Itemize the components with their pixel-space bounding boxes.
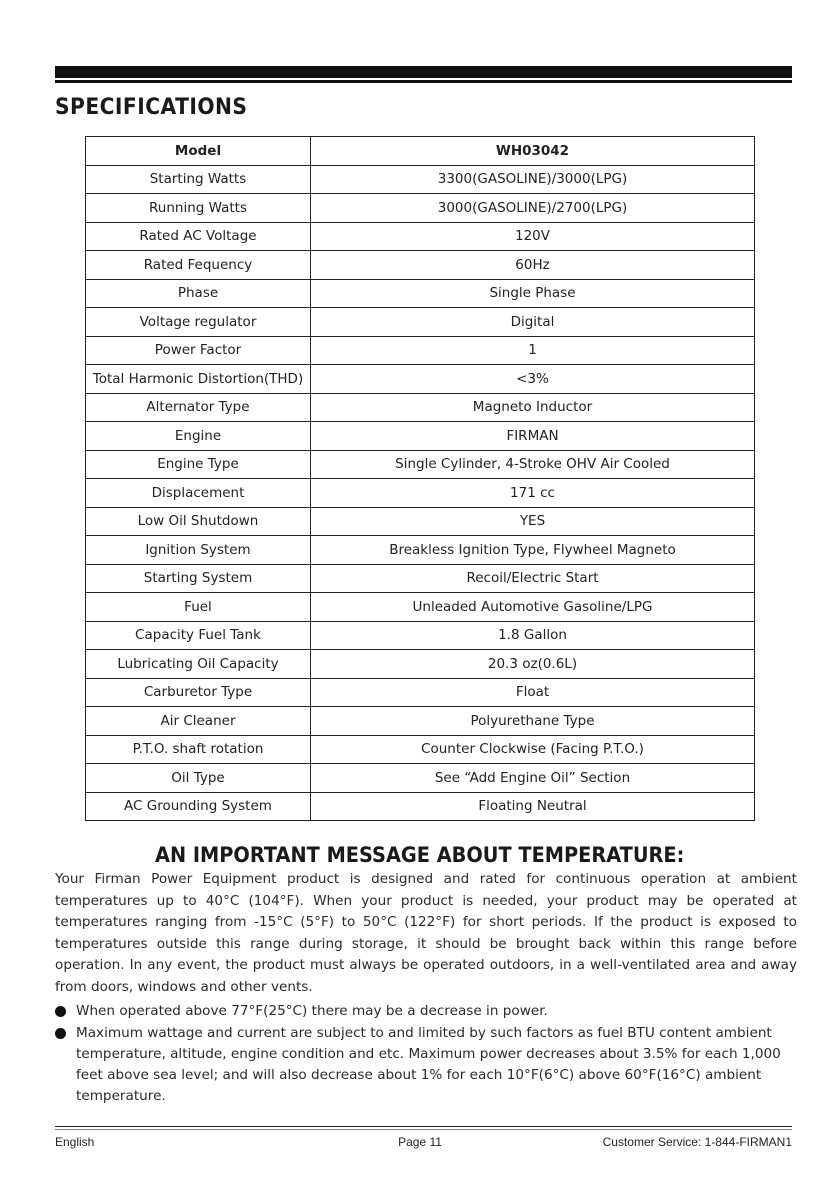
temperature-message-title: [0, 843, 840, 867]
temperature-bullet-list: [55, 1001, 795, 1108]
table-row: [86, 536, 755, 565]
table-row: [86, 336, 755, 365]
table-row: [86, 165, 755, 194]
spec-value-cell: YES: [311, 507, 755, 536]
spec-value-cell: 1.8 Gallon: [311, 621, 755, 650]
spec-value-cell: 120V: [311, 222, 755, 251]
spec-value-cell: 20.3 oz(0.6L): [311, 650, 755, 679]
spec-value-cell: 171 cc: [311, 479, 755, 508]
spec-label-cell: Air Cleaner: [86, 707, 311, 736]
spec-value-cell: Floating Neutral: [311, 792, 755, 821]
table-row: [86, 593, 755, 622]
spec-label-cell: Lubricating Oil Capacity: [86, 650, 311, 679]
spec-value-cell: Float: [311, 678, 755, 707]
table-row: [86, 621, 755, 650]
list-item: [55, 1023, 795, 1107]
spec-label-cell: Low Oil Shutdown: [86, 507, 311, 536]
spec-label-cell: Capacity Fuel Tank: [86, 621, 311, 650]
spec-label-cell: Carburetor Type: [86, 678, 311, 707]
page-title: SPECIFICATIONS: [55, 95, 248, 120]
table-row: [86, 251, 755, 280]
spec-value-cell: Digital: [311, 308, 755, 337]
table-header-row: [86, 137, 755, 166]
table-row: [86, 735, 755, 764]
footer-language: English: [55, 1135, 95, 1149]
spec-label-cell: Running Watts: [86, 194, 311, 223]
table-row: [86, 792, 755, 821]
table-row: [86, 707, 755, 736]
spec-label-cell: Voltage regulator: [86, 308, 311, 337]
table-row: [86, 450, 755, 479]
spec-label-cell: AC Grounding System: [86, 792, 311, 821]
spec-value-cell: 3000(GASOLINE)/2700(LPG): [311, 194, 755, 223]
table-row: [86, 764, 755, 793]
spec-label-cell: Power Factor: [86, 336, 311, 365]
spec-value-cell: Single Phase: [311, 279, 755, 308]
spec-label-cell: Starting Watts: [86, 165, 311, 194]
list-item: [55, 1001, 795, 1022]
spec-value-cell: Magneto Inductor: [311, 393, 755, 422]
table-row: [86, 393, 755, 422]
header-rule-thin: [55, 80, 792, 83]
spec-value-cell: Counter Clockwise (Facing P.T.O.): [311, 735, 755, 764]
spec-value-cell: See “Add Engine Oil” Section: [311, 764, 755, 793]
spec-label-cell: Engine Type: [86, 450, 311, 479]
bullet-text: Maximum wattage and current are subject to and limited by such factors as fuel BTU content ambient temperature, altitude, engine condition and etc. Maximum power decreases about 3.5% for each 1,000 feet above sea level; and will also decrease about 1% for each 10°F(6°C) above 60°F(16°C) ambient temperature.: [76, 1025, 781, 1104]
table-row: [86, 422, 755, 451]
table-row: [86, 479, 755, 508]
spec-value-cell: 60Hz: [311, 251, 755, 280]
spec-label-cell: Fuel: [86, 593, 311, 622]
spec-value-cell: Recoil/Electric Start: [311, 564, 755, 593]
footer-rule: [55, 1126, 792, 1127]
table-row: [86, 564, 755, 593]
footer-customer-service: Customer Service: 1-844-FIRMAN1: [602, 1135, 792, 1149]
table-header-cell: Model: [86, 137, 311, 166]
spec-value-cell: Polyurethane Type: [311, 707, 755, 736]
spec-label-cell: Alternator Type: [86, 393, 311, 422]
spec-label-cell: Starting System: [86, 564, 311, 593]
bullet-dot-icon: [55, 1028, 66, 1039]
temperature-message-paragraph: Your Firman Power Equipment product is designed and rated for continuous operation at ambient temperatures up to 40°C (104°F). When your product is needed, your product may be operated at temperatures ranging from -15°C (5°F) to 50°C (122°F) for short periods. If the product is exposed to temperatures outside this range during storage, it should be brought back within this range before operation. In any event, the product must always be operated outdoors, in a well-ventilated area and away from doors, windows and other vents.: [55, 871, 797, 995]
spec-value-cell: 3300(GASOLINE)/3000(LPG): [311, 165, 755, 194]
spec-value-cell: 1: [311, 336, 755, 365]
specifications-table: [85, 136, 755, 821]
table-row: [86, 279, 755, 308]
spec-label-cell: Engine: [86, 422, 311, 451]
table-header-cell: WH03042: [311, 137, 755, 166]
spec-label-cell: Rated Fequency: [86, 251, 311, 280]
spec-label-cell: Rated AC Voltage: [86, 222, 311, 251]
table-row: [86, 222, 755, 251]
table-row: [86, 194, 755, 223]
header-rule-thick: [55, 66, 792, 78]
spec-label-cell: P.T.O. shaft rotation: [86, 735, 311, 764]
footer-page-number: Page 11: [398, 1135, 442, 1149]
spec-value-cell: Breakless Ignition Type, Flywheel Magneto: [311, 536, 755, 565]
bullet-text: When operated above 77°F(25°C) there may be a decrease in power.: [76, 1003, 548, 1019]
table-row: [86, 678, 755, 707]
spec-label-cell: Displacement: [86, 479, 311, 508]
table-row: [86, 308, 755, 337]
footer-rule-secondary: [55, 1129, 792, 1130]
table-row: [86, 650, 755, 679]
spec-value-cell: FIRMAN: [311, 422, 755, 451]
spec-label-cell: Ignition System: [86, 536, 311, 565]
table-row: [86, 365, 755, 394]
spec-value-cell: <3%: [311, 365, 755, 394]
spec-label-cell: Total Harmonic Distortion(THD): [86, 365, 311, 394]
spec-value-cell: Unleaded Automotive Gasoline/LPG: [311, 593, 755, 622]
spec-label-cell: Phase: [86, 279, 311, 308]
temperature-message-title-text: AN IMPORTANT MESSAGE ABOUT TEMPERATURE:: [155, 843, 685, 867]
bullet-dot-icon: [55, 1006, 66, 1017]
spec-value-cell: Single Cylinder, 4-Stroke OHV Air Cooled: [311, 450, 755, 479]
table-row: [86, 507, 755, 536]
spec-label-cell: Oil Type: [86, 764, 311, 793]
